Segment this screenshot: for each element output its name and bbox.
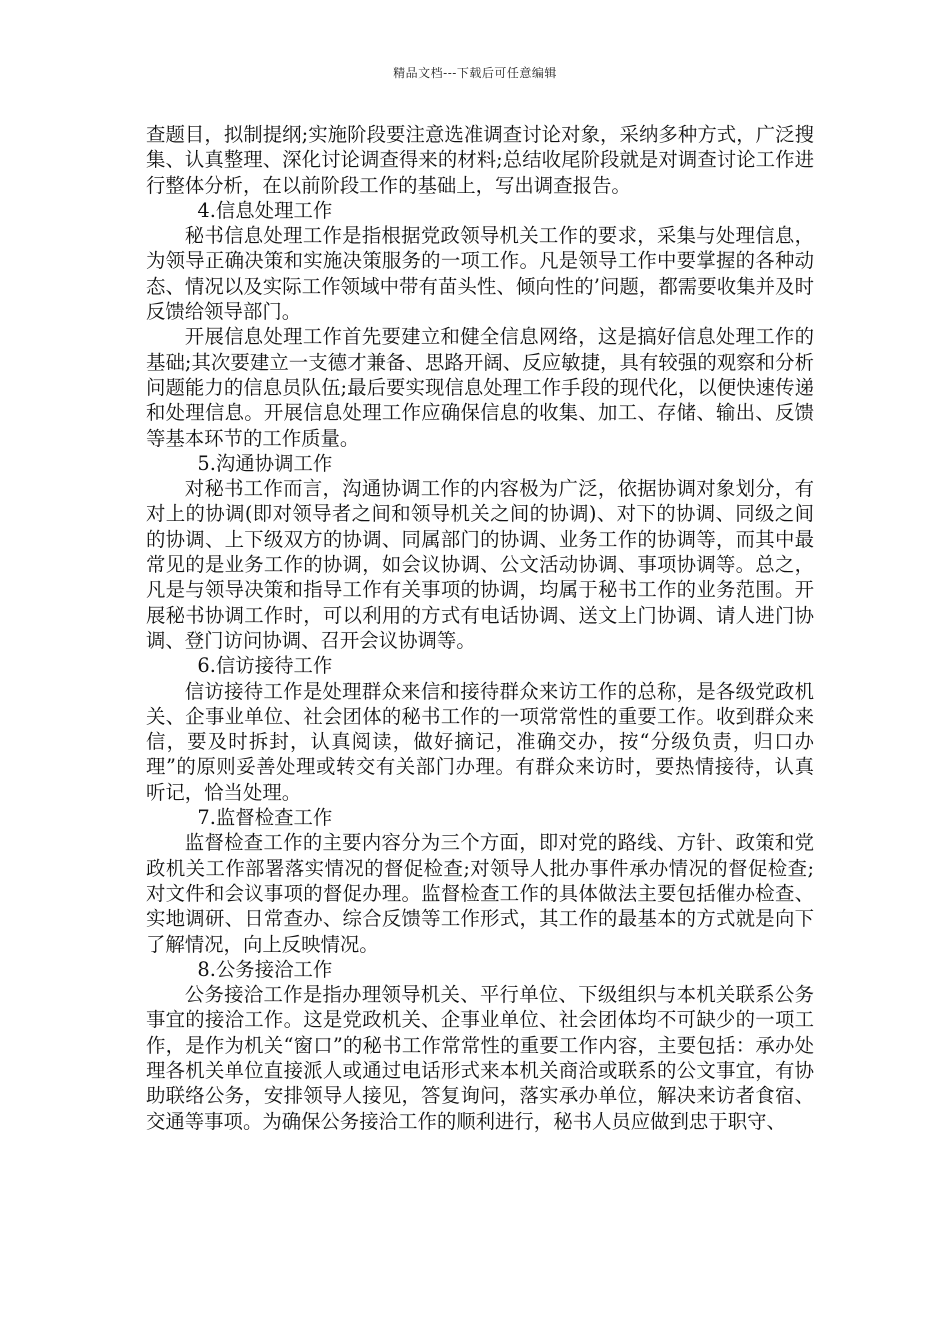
section-heading-info-processing: 4.信息处理工作: [197, 198, 333, 222]
section-heading-petition-reception: 6.信访接待工作: [197, 654, 333, 678]
section-heading-official-liaison: 8.公务接洽工作: [197, 957, 333, 981]
paragraph-info-processing-definition: 秘书信息处理工作是指根据党政领导机关工作的要求，采集与处理信息，为领导正确决策和实施决策服务的一项工作。凡是领导工作中要掌握的各种动态、情况以及实际工作领域中带有苗头性、倾向性的’问题，都需要收集并及时反馈给领导部门。: [146, 224, 814, 324]
page-header: 精品文档---下载后可任意编辑: [393, 66, 557, 80]
paragraph-petition-reception: 信访接待工作是处理群众来信和接待群众来访工作的总称，是各级党政机关、企事业单位、社会团体的秘书工作的一项常常性的重要工作。收到群众来信，要及时拆封，认真阅读，做好摘记，准确交办，按“分级负责，归口办理”的原则妥善处理或转交有关部门办理。有群众来访时，要热情接待，认真听记，恰当处理。: [146, 679, 814, 804]
document-body: [146, 122, 814, 1134]
paragraph-supervision: 监督检查工作的主要内容分为三个方面，即对党的路线、方针、政策和党政机关工作部署落实情况的督促检查;对领导人批办事件承办情况的督促检查;对文件和会议事项的督促办理。监督检查工作的具体做法主要包括催办检查、实地调研、日常查办、综合反馈等工作形式，其工作的最基本的方式就是向下了解情况，向上反映情况。: [146, 831, 814, 956]
paragraph-coordination: 对秘书工作而言，沟通协调工作的内容极为广泛，依据协调对象划分，有对上的协调(即对领导者之间和领导机关之间的协调)、对下的协调、同级之间的协调、上下级双方的协调、同属部门的协调、业务工作的协调等，而其中最常见的是业务工作的协调，如会议协调、公文活动协调、事项协调等。总之，凡是与领导决策和指导工作有关事项的协调，均属于秘书工作的业务范围。开展秘书协调工作时，可以利用的方式有电话协调、送文上门协调、请人进门协调、登门访问协调、召开会议协调等。: [146, 477, 814, 652]
paragraph-research-continuation: 查题目，拟制提纲;实施阶段要注意选准调查讨论对象，采纳多种方式，广泛搜集、认真整理、深化讨论调查得来的材料;总结收尾阶段就是对调查讨论工作进行整体分析，在以前阶段工作的基础上，写出调查报告。: [146, 123, 814, 197]
paragraph-info-processing-method: 开展信息处理工作首先要建立和健全信息网络，这是搞好信息处理工作的基础;其次要建立一支德才兼备、思路开阔、反应敏捷，具有较强的观察和分析问题能力的信息员队伍;最后要实现信息处理工作手段的现代化，以便快速传递和处理信息。开展信息处理工作应确保信息的收集、加工、存储、输出、反馈等基本环节的工作质量。: [146, 325, 814, 450]
section-heading-supervision: 7.监督检查工作: [197, 806, 333, 830]
section-heading-coordination: 5.沟通协调工作: [197, 451, 333, 475]
paragraph-official-liaison: 公务接洽工作是指办理领导机关、平行单位、下级组织与本机关联系公务事宜的接洽工作。这是党政机关、企事业单位、社会团体均不可缺少的一项工作，是作为机关“窗口”的秘书工作常常性的重要工作内容，主要包括：承办处理各机关单位直接派人或通过电话形式来本机关商洽或联系的公文事宜，有协助联络公务，安排领导人接见，答复询问，落实承办单位，解决来访者食宿、交通等事项。为确保公务接洽工作的顺利进行，秘书人员应做到忠于职守、: [146, 983, 814, 1133]
